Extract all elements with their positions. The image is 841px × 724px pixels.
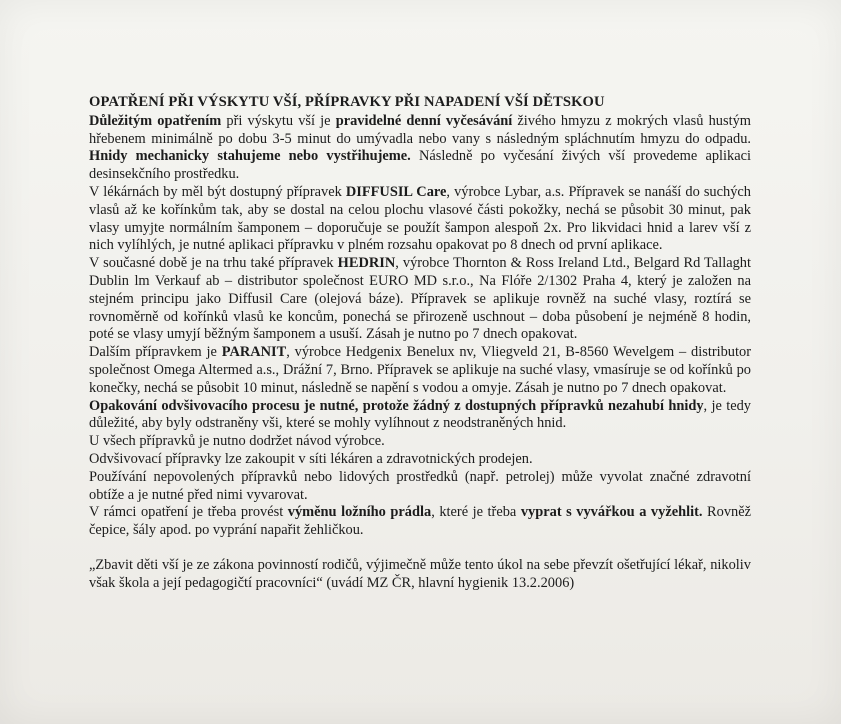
- text: Rovněž čepice, šály apod. po vyprání napařit žehličkou.: [89, 504, 751, 539]
- text: , které je třeba: [431, 504, 521, 521]
- product-name-diffusil: DIFFUSIL Care: [345, 183, 447, 200]
- bold-text: vyprat s vyvářkou a vyžehlit.: [520, 504, 703, 521]
- text: , výrobce Lybar, a.s. Přípravek se nanáší do suchých vlasů až ke kořínkům tak, aby se dostal na celou plochu vlasové části pokožky, nechá se působit 30 minut, pak vlasy umyjte normálním šamponem – doporučuje se použít šampon alespoň 2x. Pro likvidaci hnid a larev vší z nich vylíhlých, je nutné aplikaci přípravku v plném rozsahu opakovat po 8 dnech od první aplikace.: [89, 183, 751, 254]
- text: , výrobce Thornton & Ross Ireland Ltd., Belgard Rd Tallaght Dublin lm Verkauf ab – distributor společnost EURO MD s.r.o., Na Flóře 2/1302 Praha 4, který je založen na stejném principu jako Diffusil Care (olejová báze). Přípravek se aplikuje rovněž na suché vlasy, roztírá se rovnoměrně od kořínků vlasů ke koncům, ponechá se přirozeně uschnout – doba působení je nejméně 8 hodin, poté se vlasy umyjí běžným šamponem a usuší. Zásah je nutno po 7 dnech opakovat.: [89, 255, 751, 343]
- bold-text: Hnidy mechanicky stahujeme nebo vystřihujeme.: [89, 148, 411, 165]
- text: Dalším přípravkem je: [89, 344, 222, 361]
- paragraph-laundry: [89, 504, 751, 540]
- text: , je tedy důležité, aby byly odstraněny vši, které se mohly vylíhnout z neodstraněných hnid.: [89, 397, 751, 432]
- text: při výskytu vší je: [221, 112, 336, 129]
- paragraph-purchase: Odvšivovací přípravky lze zakoupit v síti lékáren a zdravotnických prodejen.: [89, 450, 533, 467]
- bold-text: výměnu ložního prádla: [287, 504, 432, 521]
- text: , výrobce Hedgenix Benelux nv, Vliegveld 21, B-8560 Wevelgem – distributor společnost Omega Altermed a.s., Drážní 7, Brno. Přípravek se aplikuje na suché vlasy, vmasíruje se od kořínků po konečky, nechá se působit 10 minut, následně se napění s vodou a omyje. Zásah je nutno po 7 dnech opakovat.: [89, 344, 751, 396]
- text: V rámci opatření je třeba provést: [89, 504, 288, 521]
- paragraph-instructions: U všech přípravků je nutno dodržet návod výrobce.: [89, 433, 385, 450]
- product-name-hedrin: HEDRIN: [337, 255, 396, 272]
- text: živého hmyzu z mokrých vlasů hustým hřebenem minimálně po dobu 3-5 minut do umývadla nebo vany s následným spláchnutím hmyzu do odpadu.: [89, 112, 751, 147]
- paragraph-measures: [89, 113, 751, 184]
- document-title: OPATŘENÍ PŘI VÝSKYTU VŠÍ, PŘÍPRAVKY PŘI NAPADENÍ VŠÍ DĚTSKOU: [89, 94, 605, 110]
- spacer: [89, 540, 751, 557]
- product-name-paranit: PARANIT: [221, 344, 287, 361]
- paragraph-repetition: [89, 398, 751, 434]
- quote-paragraph: „Zbavit děti vší je ze zákona povinností rodičů, výjimečně může tento úkol na sebe převzít ošetřující lékař, nikoliv však škola a její pedagogičtí pracovníci“ (uvádí MZ ČR, hlavní hygienik 13.2.2006): [89, 556, 751, 591]
- text: V lékárnách by měl být dostupný přípravek: [89, 183, 346, 200]
- document-body: [89, 94, 751, 593]
- text: Následně po vyčesání živých vší provedeme aplikaci desinsekčního prostředku.: [89, 148, 751, 183]
- bold-text: pravidelné denní vyčesávání: [335, 112, 513, 129]
- paragraph-paranit: [89, 344, 751, 397]
- paragraph-warning: Používání nepovolených přípravků nebo lidových prostředků (např. petrolej) může vyvolat značné zdravotní obtíže a je nutné před nimi vyvarovat.: [89, 468, 751, 503]
- bold-text: Důležitým opatřením: [89, 112, 222, 129]
- bold-text: Opakování odvšivovacího procesu je nutné, protože žádný z dostupných přípravků nezahubí hnidy: [89, 397, 704, 414]
- paragraph-hedrin: [89, 255, 751, 344]
- paragraph-diffusil: [89, 184, 751, 255]
- text: V současné době je na trhu také přípravek: [89, 255, 338, 272]
